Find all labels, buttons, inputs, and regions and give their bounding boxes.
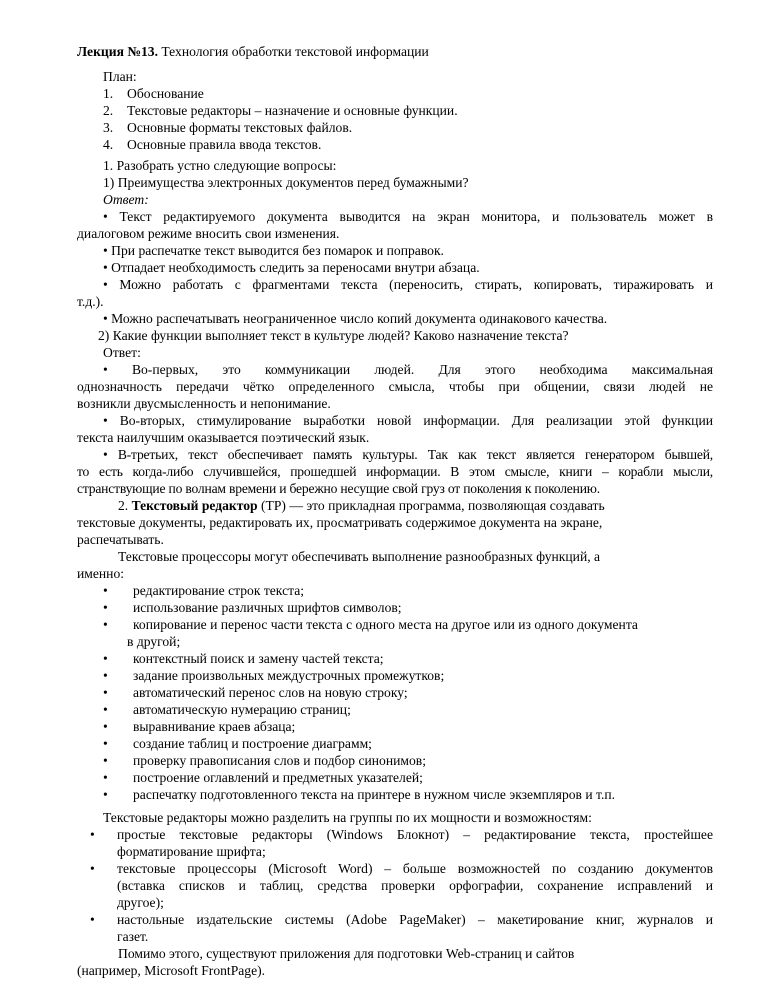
function-item: задание произвольных междустрочных промежутков; (133, 668, 445, 683)
function-bullet: • (103, 753, 108, 768)
function-bullet: • (103, 736, 108, 751)
function-item: редактирование строк текста; (133, 583, 305, 598)
answer1-bullet: • Отпадает необходимость следить за переносами внутри абзаца. (103, 260, 480, 275)
answer1-bullet: • Текст редактируемого документа выводится на экран монитора, и пользователь может в (103, 209, 713, 224)
group-item-cont: (вставка списков и таблиц, средства проверки орфографии, сохранение исправлений и (117, 878, 713, 893)
group-bullet: • (90, 912, 95, 927)
definition-cont: распечатывать. (77, 532, 164, 547)
function-item: копирование и перенос части текста с одного места на другое или из одного документа (133, 617, 638, 632)
function-item: распечатку подготовленного текста на принтере в нужном числе экземпляров и т.п. (133, 787, 616, 802)
function-bullet: • (103, 617, 108, 632)
group-item-cont: газет. (117, 929, 149, 944)
function-item: проверку правописания слов и подбор синонимов; (133, 753, 426, 768)
answer2-bullet: • В-третьих, текст обеспечивает память культуры. Так как текст является генератором бывшей, (103, 447, 713, 462)
function-bullet: • (103, 668, 108, 683)
function-bullet: • (103, 651, 108, 666)
answer1-bullet: • Можно распечатывать неограниченное число копий документа одинакового качества. (103, 311, 608, 326)
function-bullet: • (103, 719, 108, 734)
function-item: контекстный поиск и замену частей текста; (133, 651, 384, 666)
function-bullet: • (103, 685, 108, 700)
function-item: выравнивание краев абзаца; (133, 719, 296, 734)
plan-item: 2. (103, 103, 114, 118)
group-bullet: • (90, 827, 95, 842)
answer1-bullet-cont: т.д.). (77, 294, 104, 309)
plan-label: План: (103, 69, 137, 84)
answer2-bullet: • Во-первых, это коммуникации людей. Для этого необходима максимальная (103, 362, 713, 377)
answer1-bullet: • Можно работать с фрагментами текста (переносить, стирать, копировать, тиражировать и (103, 277, 713, 292)
final-paragraph: Помимо этого, существуют приложения для подготовки Web-страниц и сайтов (118, 946, 575, 961)
function-item-cont: в другой; (127, 634, 181, 649)
group-bullet: • (90, 861, 95, 876)
functions-intro-cont: именно: (77, 566, 125, 581)
function-bullet: • (103, 787, 108, 802)
plan-item: 4. (103, 137, 114, 152)
function-item: автоматический перенос слов на новую строку; (133, 685, 408, 700)
plan-item: 1. (103, 86, 114, 101)
groups-intro: Текстовые редакторы можно разделить на группы по их мощности и возможностям: (103, 810, 592, 825)
title-text: Технология обработки текстовой информации (157, 44, 429, 59)
answer1-bullet: • При распечатке текст выводится без помарок и поправок. (103, 243, 444, 258)
definition-line: 2. Текстовый редактор (ТР) — это прикладная программа, позволяющая создавать (118, 498, 605, 513)
definition-cont: текстовые документы, редактировать их, просматривать содержимое документа на экране, (77, 515, 603, 530)
group-item: текстовые процессоры (Microsoft Word) – больше возможностей по созданию документов (117, 861, 713, 876)
final-paragraph-cont: (например, Microsoft FrontPage). (77, 963, 266, 978)
plan-item-text: Основные правила ввода текстов. (127, 137, 322, 152)
answer2-bullet-cont: возникли двусмысленность и непонимание. (77, 396, 331, 411)
title-bold: Лекция №13. (77, 44, 158, 59)
group-item-cont: форматирование шрифта; (117, 844, 266, 859)
answer2-bullet-cont: текста наилучшим оказывается поэтический язык. (77, 430, 370, 445)
plan-item-text: Основные форматы текстовых файлов. (127, 120, 353, 135)
group-item: настольные издательские системы (Adobe PageMaker) – макетирование книг, журналов и (117, 912, 713, 927)
answer2-bullet-cont: странствующие по волнам времени и бережно несущие свой груз от поколения к поколению. (77, 481, 600, 496)
answer-label: Ответ: (103, 345, 141, 360)
answer1-bullet-cont: диалоговом режиме вносить свои изменения. (77, 226, 340, 241)
answer2-bullet: • Во-вторых, стимулирование выработки новой информации. Для реализации этой функции (103, 413, 713, 428)
function-item: использование различных шрифтов символов; (133, 600, 402, 615)
section1-intro: 1. Разобрать устно следующие вопросы: (103, 158, 337, 173)
function-item: автоматическую нумерацию страниц; (133, 702, 351, 717)
plan-item-text: Обоснование (127, 86, 204, 101)
function-item: построение оглавлений и предметных указателей; (133, 770, 423, 785)
term-bold: Текстовый редактор (131, 498, 258, 513)
question-1: 1) Преимущества электронных документов перед бумажными? (103, 175, 469, 190)
group-item: простые текстовые редакторы (Windows Блокнот) – редактирование текста, простейшее (117, 827, 713, 842)
function-bullet: • (103, 583, 108, 598)
page-title (77, 44, 429, 61)
answer-label: Ответ: (103, 192, 149, 207)
plan-item-text: Текстовые редакторы – назначение и основные функции. (127, 103, 458, 118)
answer2-bullet-cont: однозначность передачи чётко определенного смысла, чтобы при общении, связи людей не (77, 379, 713, 394)
function-bullet: • (103, 600, 108, 615)
group-item-cont: другое); (117, 895, 164, 910)
function-item: создание таблиц и построение диаграмм; (133, 736, 372, 751)
question-2: 2) Какие функции выполняет текст в культуре людей? Каково назначение текста? (98, 328, 569, 343)
functions-intro: Текстовые процессоры могут обеспечивать выполнение разнообразных функций, а (118, 549, 601, 564)
plan-item: 3. (103, 120, 114, 135)
function-bullet: • (103, 770, 108, 785)
function-bullet: • (103, 702, 108, 717)
answer2-bullet-cont: то есть когда-либо случившейся, прошедшей информации. В этом смысле, книги – корабли мысли, (77, 464, 713, 479)
